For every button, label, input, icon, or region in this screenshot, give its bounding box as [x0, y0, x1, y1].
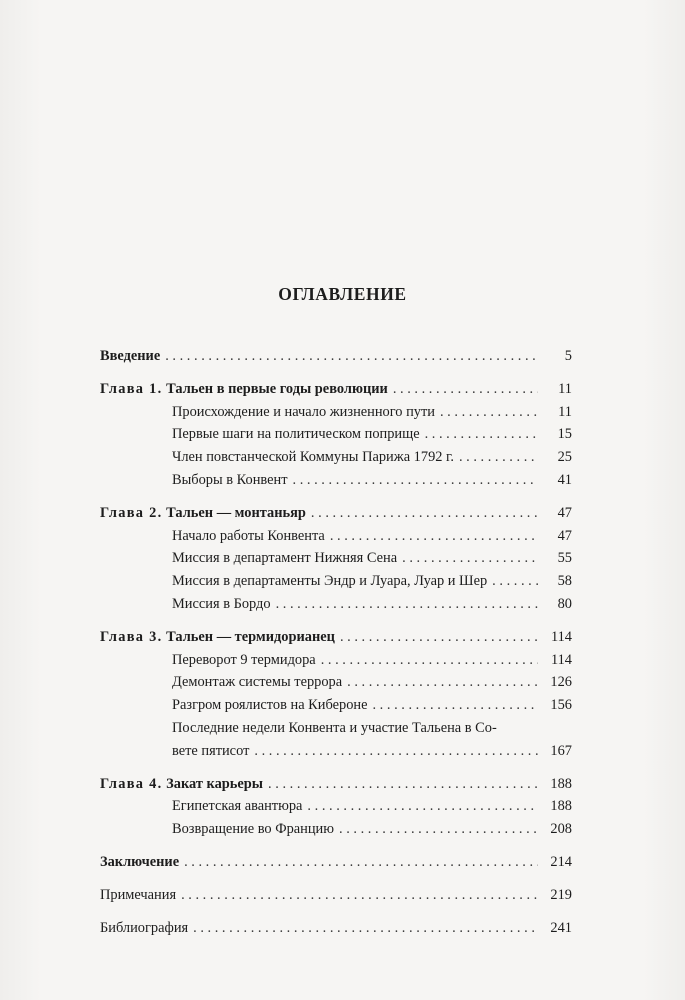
page-number: 188	[550, 775, 572, 792]
entry-label: Разгром роялистов на Кибероне	[172, 697, 368, 714]
toc-entry-bibliography[interactable]	[100, 917, 572, 940]
dot-leader	[347, 671, 538, 694]
entry-label: Миссия в департамент Нижняя Сена	[172, 550, 398, 567]
toc-entry-section[interactable]	[100, 671, 572, 694]
dot-leader	[184, 851, 538, 874]
page-number: 188	[550, 798, 572, 815]
page-number: 15	[557, 426, 572, 443]
chapter-number: Глава 1.	[100, 380, 163, 397]
dot-leader	[276, 593, 538, 616]
toc-entry-section[interactable]	[100, 446, 572, 469]
toc-entry-notes[interactable]	[100, 884, 572, 907]
dot-leader	[393, 378, 538, 401]
dot-leader	[311, 502, 538, 525]
entry-label: Миссия в департаменты Эндр и Луара, Луар и Шер	[172, 573, 488, 590]
toc-entry-chapter-3[interactable]	[100, 626, 572, 649]
entry-label: Библиография	[100, 919, 189, 936]
toc-entry-introduction[interactable]	[100, 345, 572, 368]
toc-entry-section-line-1[interactable]	[100, 717, 572, 740]
entry-label: Возвращение во Францию	[172, 821, 335, 838]
entry-label: Выборы в Конвент	[172, 471, 288, 488]
entry-label: Тальен в первые годы революции	[166, 380, 388, 397]
page-number: 58	[557, 573, 572, 590]
toc-entry-chapter-2[interactable]	[100, 502, 572, 525]
toc-entry-section[interactable]	[100, 795, 572, 818]
dot-leader	[440, 401, 538, 424]
dot-leader	[425, 423, 538, 446]
page-number: 114	[550, 628, 572, 645]
page-number: 47	[557, 504, 572, 521]
dot-leader	[330, 525, 538, 548]
page-number: 5	[564, 348, 572, 364]
entry-label: Демонтаж системы террора	[172, 674, 343, 691]
entry-label: вете пятисот	[172, 742, 250, 759]
page-number: 55	[557, 550, 572, 567]
entry-label: Введение	[100, 348, 161, 364]
toc-entry-section[interactable]	[100, 649, 572, 672]
entry-label: Член повстанческой Коммуны Парижа 1792 г.	[172, 449, 454, 466]
page-number: 214	[550, 853, 572, 870]
dot-leader	[459, 446, 538, 469]
dot-leader	[339, 818, 538, 841]
entry-label: Миссия в Бордо	[172, 595, 271, 612]
table-of-contents	[100, 345, 572, 939]
chapter-number: Глава 3.	[100, 628, 163, 645]
entry-label: Примечания	[100, 886, 177, 903]
page-number: 241	[550, 919, 572, 936]
entry-label: Закат карьеры	[166, 775, 264, 792]
entry-label: Последние недели Конвента и участие Тальена в Со-	[172, 719, 497, 736]
toc-title: ОГЛАВЛЕНИЕ	[278, 284, 407, 304]
toc-entry-chapter-4[interactable]	[100, 773, 572, 796]
entry-label: Происхождение и начало жизненного пути	[172, 403, 435, 420]
entry-label: Переворот 9 термидора	[172, 651, 316, 668]
dot-leader	[321, 649, 538, 672]
dot-leader	[372, 694, 538, 717]
page-number: 167	[550, 742, 572, 759]
dot-leader	[268, 773, 538, 796]
dot-leader	[307, 795, 538, 818]
dot-leader	[165, 345, 538, 368]
page-number: 208	[550, 821, 572, 838]
dot-leader	[293, 469, 538, 492]
dot-leader	[402, 547, 538, 570]
toc-entry-section[interactable]	[100, 469, 572, 492]
toc-entry-section[interactable]	[100, 694, 572, 717]
page-number: 25	[557, 449, 572, 466]
chapter-number: Глава 4.	[100, 775, 163, 792]
toc-entry-section-line-2[interactable]	[100, 740, 572, 763]
page-number: 114	[550, 651, 572, 668]
entry-label: Первые шаги на политическом поприще	[172, 426, 420, 443]
dot-leader	[254, 740, 538, 763]
page-number: 47	[557, 527, 572, 544]
toc-entry-section[interactable]	[100, 423, 572, 446]
entry-label: Египетская авантюра	[172, 798, 303, 815]
chapter-number: Глава 2.	[100, 504, 163, 521]
entry-label: Тальен — монтаньяр	[166, 504, 306, 521]
toc-entry-section[interactable]	[100, 570, 572, 593]
page-number: 11	[558, 403, 572, 420]
toc-entry-section[interactable]	[100, 401, 572, 424]
page-number: 126	[550, 674, 572, 691]
page-number: 80	[557, 595, 572, 612]
page-number: 11	[558, 380, 572, 397]
toc-entry-section[interactable]	[100, 547, 572, 570]
page-number: 156	[550, 697, 572, 714]
dot-leader	[340, 626, 538, 649]
toc-entry-chapter-1[interactable]	[100, 378, 572, 401]
toc-entry-section[interactable]	[100, 818, 572, 841]
toc-entry-section[interactable]	[100, 593, 572, 616]
entry-label: Заключение	[100, 853, 180, 870]
page-number: 41	[557, 471, 572, 488]
page-number: 219	[550, 886, 572, 903]
dot-leader	[181, 884, 538, 907]
dot-leader	[492, 570, 538, 593]
entry-label: Начало работы Конвента	[172, 527, 325, 544]
entry-label: Тальен — термидорианец	[166, 628, 335, 645]
dot-leader	[193, 917, 538, 940]
toc-entry-conclusion[interactable]	[100, 851, 572, 874]
toc-entry-section[interactable]	[100, 525, 572, 548]
